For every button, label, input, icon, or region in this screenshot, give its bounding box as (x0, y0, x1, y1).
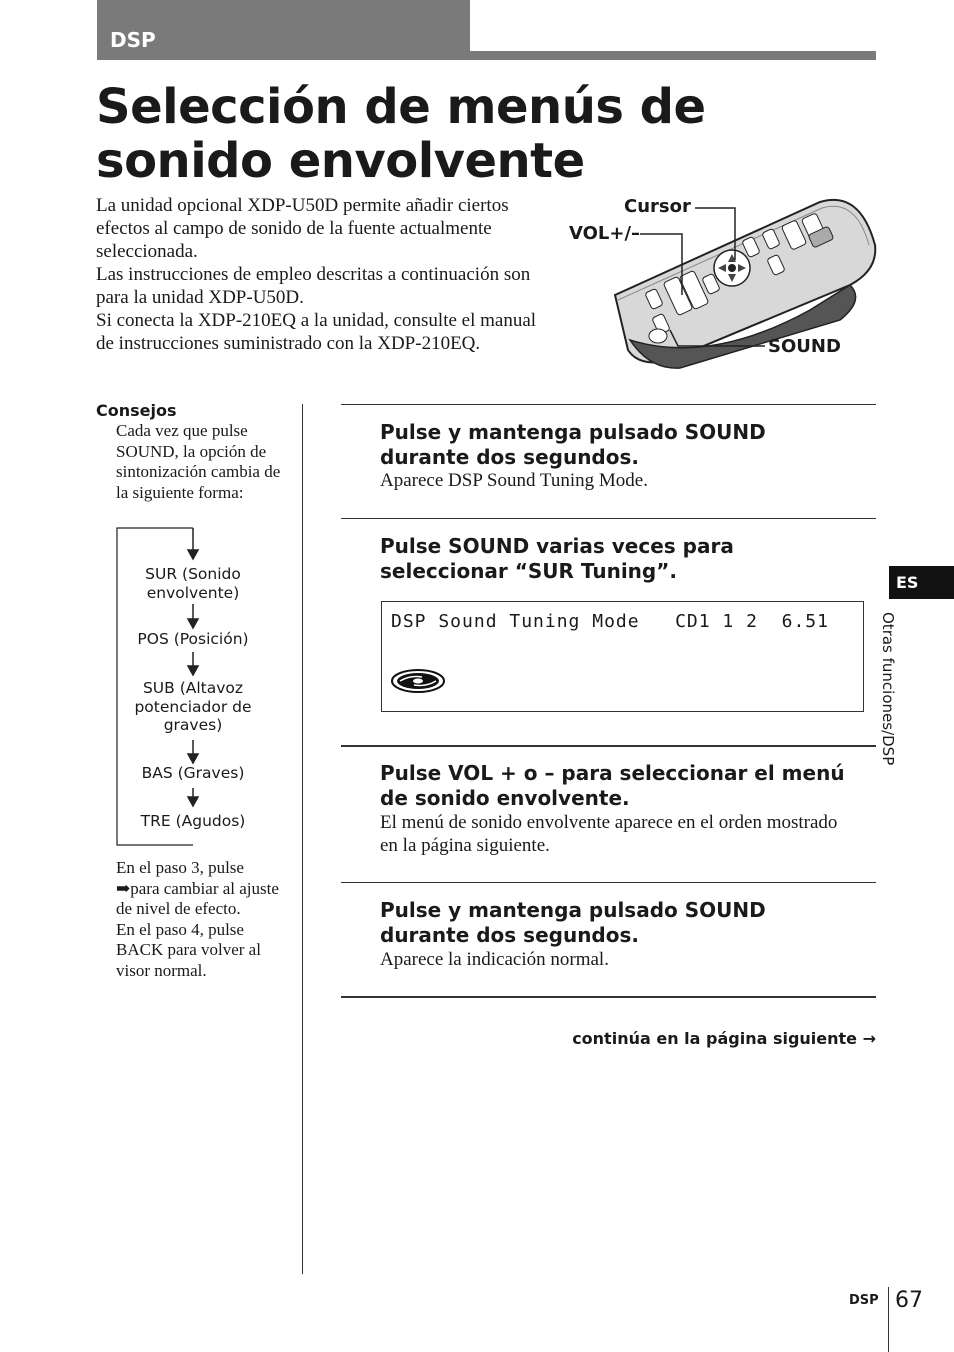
flow-item-bas: BAS (Graves) (141, 764, 245, 782)
header-rule (470, 51, 876, 60)
step-divider (341, 882, 876, 883)
flow-item-pos: POS (Posición) (137, 630, 249, 648)
tips-note: En el paso 4, pulse BACK para volver al visor normal. (116, 919, 261, 980)
tips-note: En el paso 3, pulse ➡para cambiar al ajuste de nivel de efecto. (116, 858, 279, 918)
lcd-text: DSP Sound Tuning Mode CD1 1 2 6.51 (391, 611, 829, 632)
continue-note: continúa en la página siguiente → (572, 1029, 876, 1048)
language-label: ES (896, 573, 919, 592)
lcd-display (381, 601, 864, 712)
intro-paragraph: Las instrucciones de empleo descritas a continuación son para la unidad XDP-U50D. (96, 264, 531, 308)
step-3-text: El menú de sonido envolvente aparece en el orden mostrado en la página siguiente. (380, 812, 838, 856)
step-divider (341, 518, 876, 519)
section-label: DSP (110, 28, 156, 52)
step-3-heading: Pulse VOL + o – para seleccionar el menú de sonido envolvente. (380, 761, 845, 810)
tips-notes (116, 858, 291, 981)
footer-section: DSP (849, 1293, 879, 1308)
tips-heading: Consejos (96, 401, 177, 420)
intro-paragraph: La unidad opcional XDP-U50D permite añadir ciertos efectos al campo de sonido de la fuente actualmente seleccionada. (96, 195, 509, 262)
step-2-heading: Pulse SOUND varias veces para seleccionar “SUR Tuning”. (380, 534, 734, 583)
cursor-label: Cursor (624, 196, 691, 217)
step-4-heading: Pulse y mantenga pulsado SOUND durante dos segundos. (380, 898, 766, 947)
step-divider (341, 996, 876, 998)
sound-label: SOUND (768, 336, 841, 357)
step-1-text: Aparece DSP Sound Tuning Mode. (380, 470, 648, 491)
side-section-label: Otras funciones/DSP (879, 612, 897, 766)
intro-paragraph: Si conecta la XDP-210EQ a la unidad, consulte el manual de instrucciones suministrado con la XDP-210EQ. (96, 310, 537, 354)
footer-divider (888, 1287, 889, 1352)
page-number: 67 (895, 1288, 923, 1313)
step-1-heading: Pulse y mantenga pulsado SOUND durante dos segundos. (380, 420, 766, 469)
flow-item-sur: SUR (Sonido envolvente) (145, 565, 241, 602)
step-divider (341, 404, 876, 405)
intro-text (96, 194, 546, 355)
step-4-text: Aparece la indicación normal. (380, 949, 609, 970)
page-title: Selección de menús de sonido envolvente (96, 79, 706, 189)
vol-label: VOL+/– (569, 223, 641, 244)
column-divider (302, 404, 303, 1274)
flow-item-tre: TRE (Agudos) (140, 812, 246, 830)
tips-text: Cada vez que pulse SOUND, la opción de sintonización cambia de la siguiente forma: (116, 421, 281, 502)
disc-icon (390, 668, 446, 694)
step-divider (341, 745, 876, 747)
flow-item-sub: SUB (Altavoz potenciador de graves) (134, 679, 252, 734)
